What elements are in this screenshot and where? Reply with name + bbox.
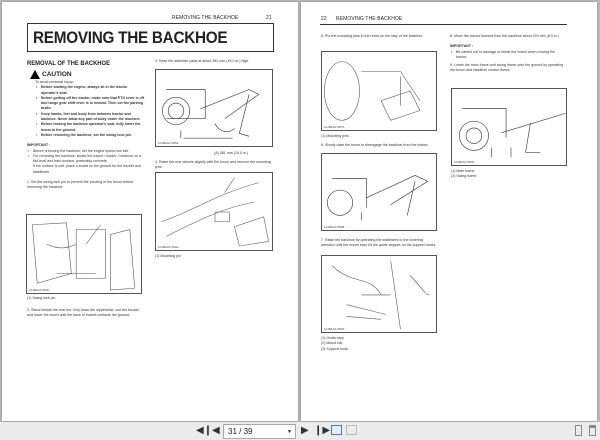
figure-code: 1AJBAAA7009A bbox=[324, 327, 345, 331]
figure-caption: (2) Swing frame bbox=[451, 174, 477, 179]
viewer-toolbar bbox=[0, 422, 600, 440]
caution-item: • Keep hands, feet and body from between tractor and backhoe. Never allow any part of body under the machine. bbox=[35, 112, 145, 123]
important-item: • For removing the backhoe, locate the tractor / loader / backhoe on a flat level and hard surface, preferably concrete. bbox=[27, 154, 145, 165]
continuous-page-icon[interactable] bbox=[589, 425, 596, 436]
page-title bbox=[27, 23, 274, 52]
page-21 bbox=[2, 2, 298, 421]
header-rule bbox=[320, 24, 567, 25]
figure-swing-lock-pin bbox=[26, 214, 142, 294]
warning-icon bbox=[30, 70, 40, 79]
figure-caption: (3) Support hook bbox=[321, 346, 348, 351]
figure-mounting-pins bbox=[321, 51, 437, 131]
running-header: REMOVING THE BACKHOE bbox=[172, 15, 239, 21]
figure-code: 1AJBAAA7008B bbox=[324, 225, 345, 229]
figure-caption-list bbox=[321, 336, 348, 352]
important-label: IMPORTANT : bbox=[450, 44, 474, 49]
page-layout-alt-icon[interactable] bbox=[346, 425, 357, 435]
important-label: IMPORTANT : bbox=[27, 143, 51, 148]
figure-caption: (1) Mounting pin bbox=[155, 254, 181, 258]
step-2: 2. Stand beside the rear tire, fully close the dipperstick, curl the bucket and lower the boom until the back of bucket contacts the ground. bbox=[27, 308, 139, 318]
single-page-icon[interactable] bbox=[575, 425, 582, 436]
figure-guide-stopper bbox=[321, 255, 437, 333]
next-page-icon[interactable]: ▶ bbox=[301, 425, 309, 436]
page-number: 21 bbox=[266, 15, 272, 21]
figure-raise-boom bbox=[321, 153, 437, 231]
important-item: • Before removing the backhoe, set the engine speed low idle. bbox=[27, 149, 145, 154]
caution-item: • Before leaving the backhoe operator's seat, fully lower the boom to the ground. bbox=[35, 122, 145, 133]
last-page-icon[interactable]: ❙▶ bbox=[314, 425, 331, 436]
step-3: 3. Keep the stabilizer pads at about 381 mm (15.0 in.) high. bbox=[155, 59, 250, 63]
figure-main-swing-frame bbox=[451, 88, 567, 166]
figure-caption: (2) Mount bar bbox=[321, 341, 343, 346]
caution-intro: To avoid personal injury: bbox=[35, 80, 74, 84]
figure-code: 1AJBAAA7006A bbox=[158, 141, 179, 145]
step-7: 7. Raise the backhoe by operating the stabilizers to the lowering direction until the mount bars hit the guide stopper on the support hooks. bbox=[321, 238, 437, 248]
page-22 bbox=[301, 2, 597, 421]
caution-item: • Before starting the engine, always sit in the tractor operator's seat. bbox=[35, 85, 145, 96]
page-number-input[interactable] bbox=[223, 424, 296, 439]
figure-code: 1AJBAAA7010A bbox=[158, 245, 179, 249]
step-1: 1. Set the swing lock pin to prevent the pivoting of the boom before removing the backhoe. bbox=[27, 180, 134, 190]
caution-item: • Before removing the backhoe, set the swing lock pin. bbox=[35, 133, 145, 138]
page-layout-icon[interactable] bbox=[331, 425, 342, 435]
page-indicator: 31 / 39 bbox=[228, 427, 253, 436]
figure-mounting-pin bbox=[155, 172, 273, 251]
chevron-down-icon[interactable]: ▼ bbox=[287, 429, 292, 435]
caution-label: CAUTION bbox=[42, 71, 72, 78]
step-8: 8. Move the tractor forward from the backhoe about 203 mm (8.0 in.) bbox=[450, 34, 559, 38]
prev-page-icon[interactable]: ◀ bbox=[212, 425, 220, 436]
step-5: 5. Put the mounting pins in the holes on the stay of the backhoe. bbox=[321, 34, 424, 38]
figure-stabilizer-pads bbox=[155, 69, 273, 147]
figure-caption: (1) Mounting pins bbox=[321, 134, 349, 138]
figure-caption: (1) Swing lock pin bbox=[27, 296, 56, 300]
page-title-text: REMOVING THE BACKHOE bbox=[33, 28, 228, 47]
figure-code: 1AJBAAA7007A bbox=[324, 125, 345, 129]
figure-caption-list bbox=[451, 169, 476, 180]
caution-list bbox=[27, 85, 145, 138]
page-number: 22 bbox=[321, 16, 327, 22]
figure-code: 1AJBAAA7009C bbox=[454, 160, 475, 164]
figure-caption: (A) 381 mm (15.0 in.) bbox=[214, 151, 248, 155]
step-4: 4. Raise the rear wheels slightly with the boom and remove the mounting pins. bbox=[155, 160, 271, 170]
important-list bbox=[27, 149, 145, 165]
figure-caption: (1) Guide stop bbox=[321, 336, 344, 340]
important-item: • Be careful not to damage or break the hoses when moving the tractor. bbox=[450, 50, 567, 61]
section-heading: REMOVAL OF THE BACKHOE bbox=[27, 60, 110, 67]
running-header: REMOVING THE BACKHOE bbox=[336, 16, 403, 22]
important-note: If the surface is soft, place a board on the ground for the bucket and stabilizers. bbox=[33, 164, 141, 174]
step-9: 9. Lower the main frame and swing frame onto the ground by operating the boom and stabilizer control levers. bbox=[450, 63, 564, 73]
step-6: 6. Slowly raise the boom to disengage the backhoe from the tractor. bbox=[321, 143, 429, 147]
first-page-icon[interactable]: ◀❙ bbox=[196, 425, 213, 436]
caution-item: • Before getting off the tractor, make sure that PTO lever is off and range gear shift lever is in neutral. Then set the parking brake. bbox=[35, 96, 145, 112]
figure-code: 1AJBAAA7005C bbox=[29, 288, 50, 292]
figure-caption: (1) Main frame bbox=[451, 169, 475, 173]
